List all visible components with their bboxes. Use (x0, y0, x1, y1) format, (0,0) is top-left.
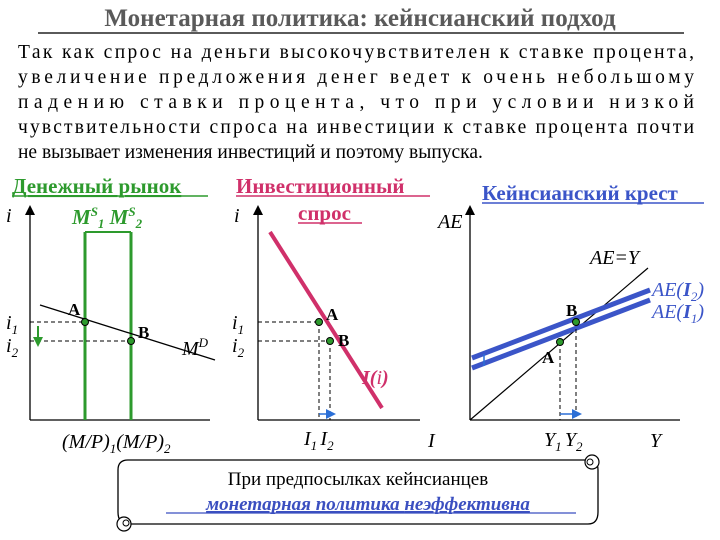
scroll-line-1: При предпосылках кейнсианцев (227, 469, 489, 490)
keynes-point-a (557, 339, 564, 346)
paragraph-line-1: Так как спрос на деньги высокочувствителен к ставке процента, (18, 42, 695, 63)
keynes-point-a-label: A (542, 348, 555, 367)
money-market-point-a (82, 319, 89, 326)
money-market-header: Денежный рынок (12, 174, 182, 198)
keynes-ae-i2-label: $AE(I_2)$ (652, 279, 705, 304)
paragraph (18, 42, 694, 163)
scroll-line-2 (205, 494, 530, 515)
investment-x-axis-label: I (428, 430, 435, 452)
conclusion-scroll (117, 455, 599, 531)
investment-point-b-label: B (338, 331, 350, 350)
keynes-ae-i2-line (472, 290, 650, 358)
paragraph-line-2: увеличение предложения денег ведет к очень небольшому (18, 67, 694, 88)
investment-header-line2: спрос (298, 201, 351, 225)
keynes-ae-i1-line (472, 300, 650, 368)
investment-header-line1: Инвестиционный (236, 174, 405, 198)
money-market-panel (6, 174, 215, 456)
investment-point-a-label: A (326, 305, 339, 324)
money-market-y-axis-label: i (6, 205, 12, 227)
investment-i1-label: $i_1$ (232, 312, 245, 337)
money-supply-label: $M^S_1$ $M^S_2$ (72, 204, 143, 231)
keynes-point-b-label: B (566, 301, 578, 320)
keynes-header: Кейнсианский крест (482, 181, 678, 205)
keynes-45-line-label: AE=Y (590, 247, 640, 269)
scroll-line-2-prefix: монетарная политика (206, 494, 405, 515)
investment-i2-label: $i_2$ (232, 335, 245, 360)
investment-point-b (327, 338, 334, 345)
investment-point-a (316, 319, 323, 326)
money-market-point-a-label: A (68, 300, 81, 319)
keynes-y-axis-label: AE (438, 211, 463, 233)
investment-x-labels: $I_1$ $I_2$ (304, 428, 334, 453)
paragraph-line-3: падению ставки процента, что при условии низкой (18, 92, 694, 113)
money-market-i2-label: $i_2$ (6, 335, 19, 360)
money-market-point-b (128, 338, 135, 345)
money-market-i1-label: $i_1$ (6, 312, 19, 337)
keynes-ae-i1-label: $AE(I_1)$ (652, 301, 705, 326)
scroll-line-2-emph: неэффективна (404, 494, 530, 515)
investment-y-axis-label: i (234, 205, 240, 227)
keynesian-cross-panel (436, 181, 704, 454)
money-market-x-labels: $(M/P)_1(M/P)_2$ (62, 431, 171, 456)
investment-curve-label: I(i) (362, 367, 389, 389)
investment-panel (232, 174, 436, 453)
page-title: Монетарная политика: кейнсианский подход (104, 5, 616, 32)
money-market-point-b-label: B (138, 323, 150, 342)
paragraph-line-5: не вызывает изменения инвестиций и поэтому выпуска. (18, 142, 483, 163)
keynes-x-axis-label: Y (650, 430, 662, 452)
keynes-x-labels: $Y_1$ $Y_2$ (544, 429, 583, 454)
paragraph-line-4: чувствительности спроса на инвестиции к ставке процента почти (18, 117, 695, 138)
money-demand-label: $M^D$ (182, 335, 209, 360)
